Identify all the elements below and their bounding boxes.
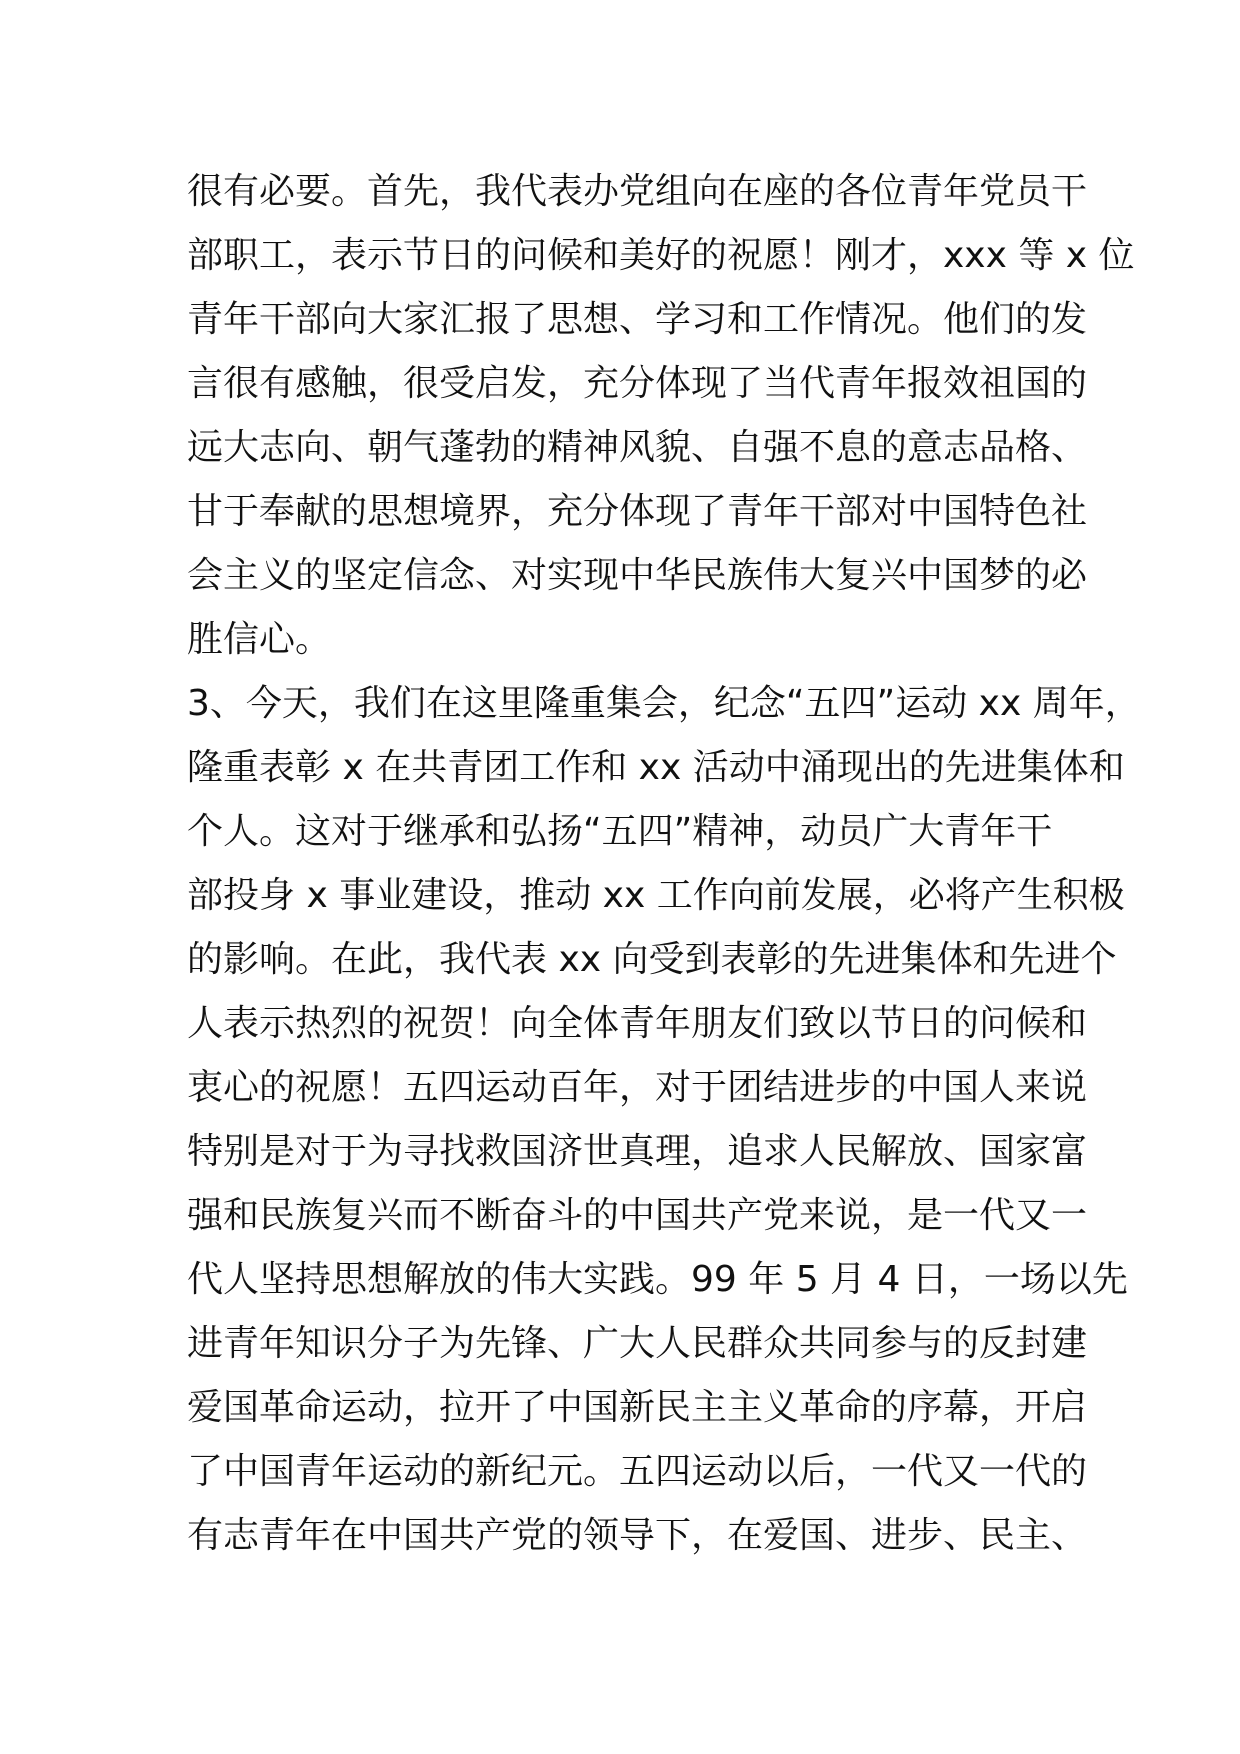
text-line: 代人坚持思想解放的伟大实践。99 年 5 月 4 日，一场以先 [187,1259,1128,1300]
text-line: 个人。这对于继承和弘扬“五四”精神，动员广大青年干 [187,811,1053,852]
text-line: 言很有感触，很受启发，充分体现了当代青年报效祖国的 [187,363,1088,404]
text-line: 部投身 x 事业建设，推动 xx 工作向前发展，必将产生积极 [187,875,1125,916]
text-line: 强和民族复兴而不断奋斗的中国共产党来说，是一代又一 [187,1195,1088,1236]
text-line: 远大志向、朝气蓬勃的精神风貌、自强不息的意志品格、 [187,427,1088,468]
text-line: 会主义的坚定信念、对实现中华民族伟大复兴中国梦的必 [187,555,1088,596]
text-line: 胜信心。 [187,619,332,660]
text-line: 了中国青年运动的新纪元。五四运动以后，一代又一代的 [187,1451,1088,1492]
text-line: 很有必要。首先，我代表办党组向在座的各位青年党员干 [187,171,1088,212]
text-line: 衷心的祝愿！五四运动百年，对于团结进步的中国人来说 [187,1067,1088,1108]
text-line: 有志青年在中国共产党的领导下，在爱国、进步、民主、 [187,1515,1088,1556]
text-line: 甘于奉献的思想境界，充分体现了青年干部对中国特色社 [187,491,1088,532]
text-line: 爱国革命运动，拉开了中国新民主主义革命的序幕，开启 [187,1387,1088,1428]
text-line: 青年干部向大家汇报了思想、学习和工作情况。他们的发 [187,299,1088,340]
text-line: 人表示热烈的祝贺！向全体青年朋友们致以节日的问候和 [187,1003,1088,1044]
text-line: 部职工，表示节日的问候和美好的祝愿！刚才，xxx 等 x 位 [187,235,1135,276]
text-line: 隆重表彰 x 在共青团工作和 xx 活动中涌现出的先进集体和 [187,747,1125,788]
text-line: 特别是对于为寻找救国济世真理，追求人民解放、国家富 [187,1131,1088,1172]
text-line: 3、今天，我们在这里隆重集会，纪念“五四”运动 xx 周年， [187,683,1141,724]
text-line: 进青年知识分子为先锋、广大人民群众共同参与的反封建 [187,1323,1088,1364]
text-line: 的影响。在此，我代表 xx 向受到表彰的先进集体和先进个 [187,939,1117,980]
